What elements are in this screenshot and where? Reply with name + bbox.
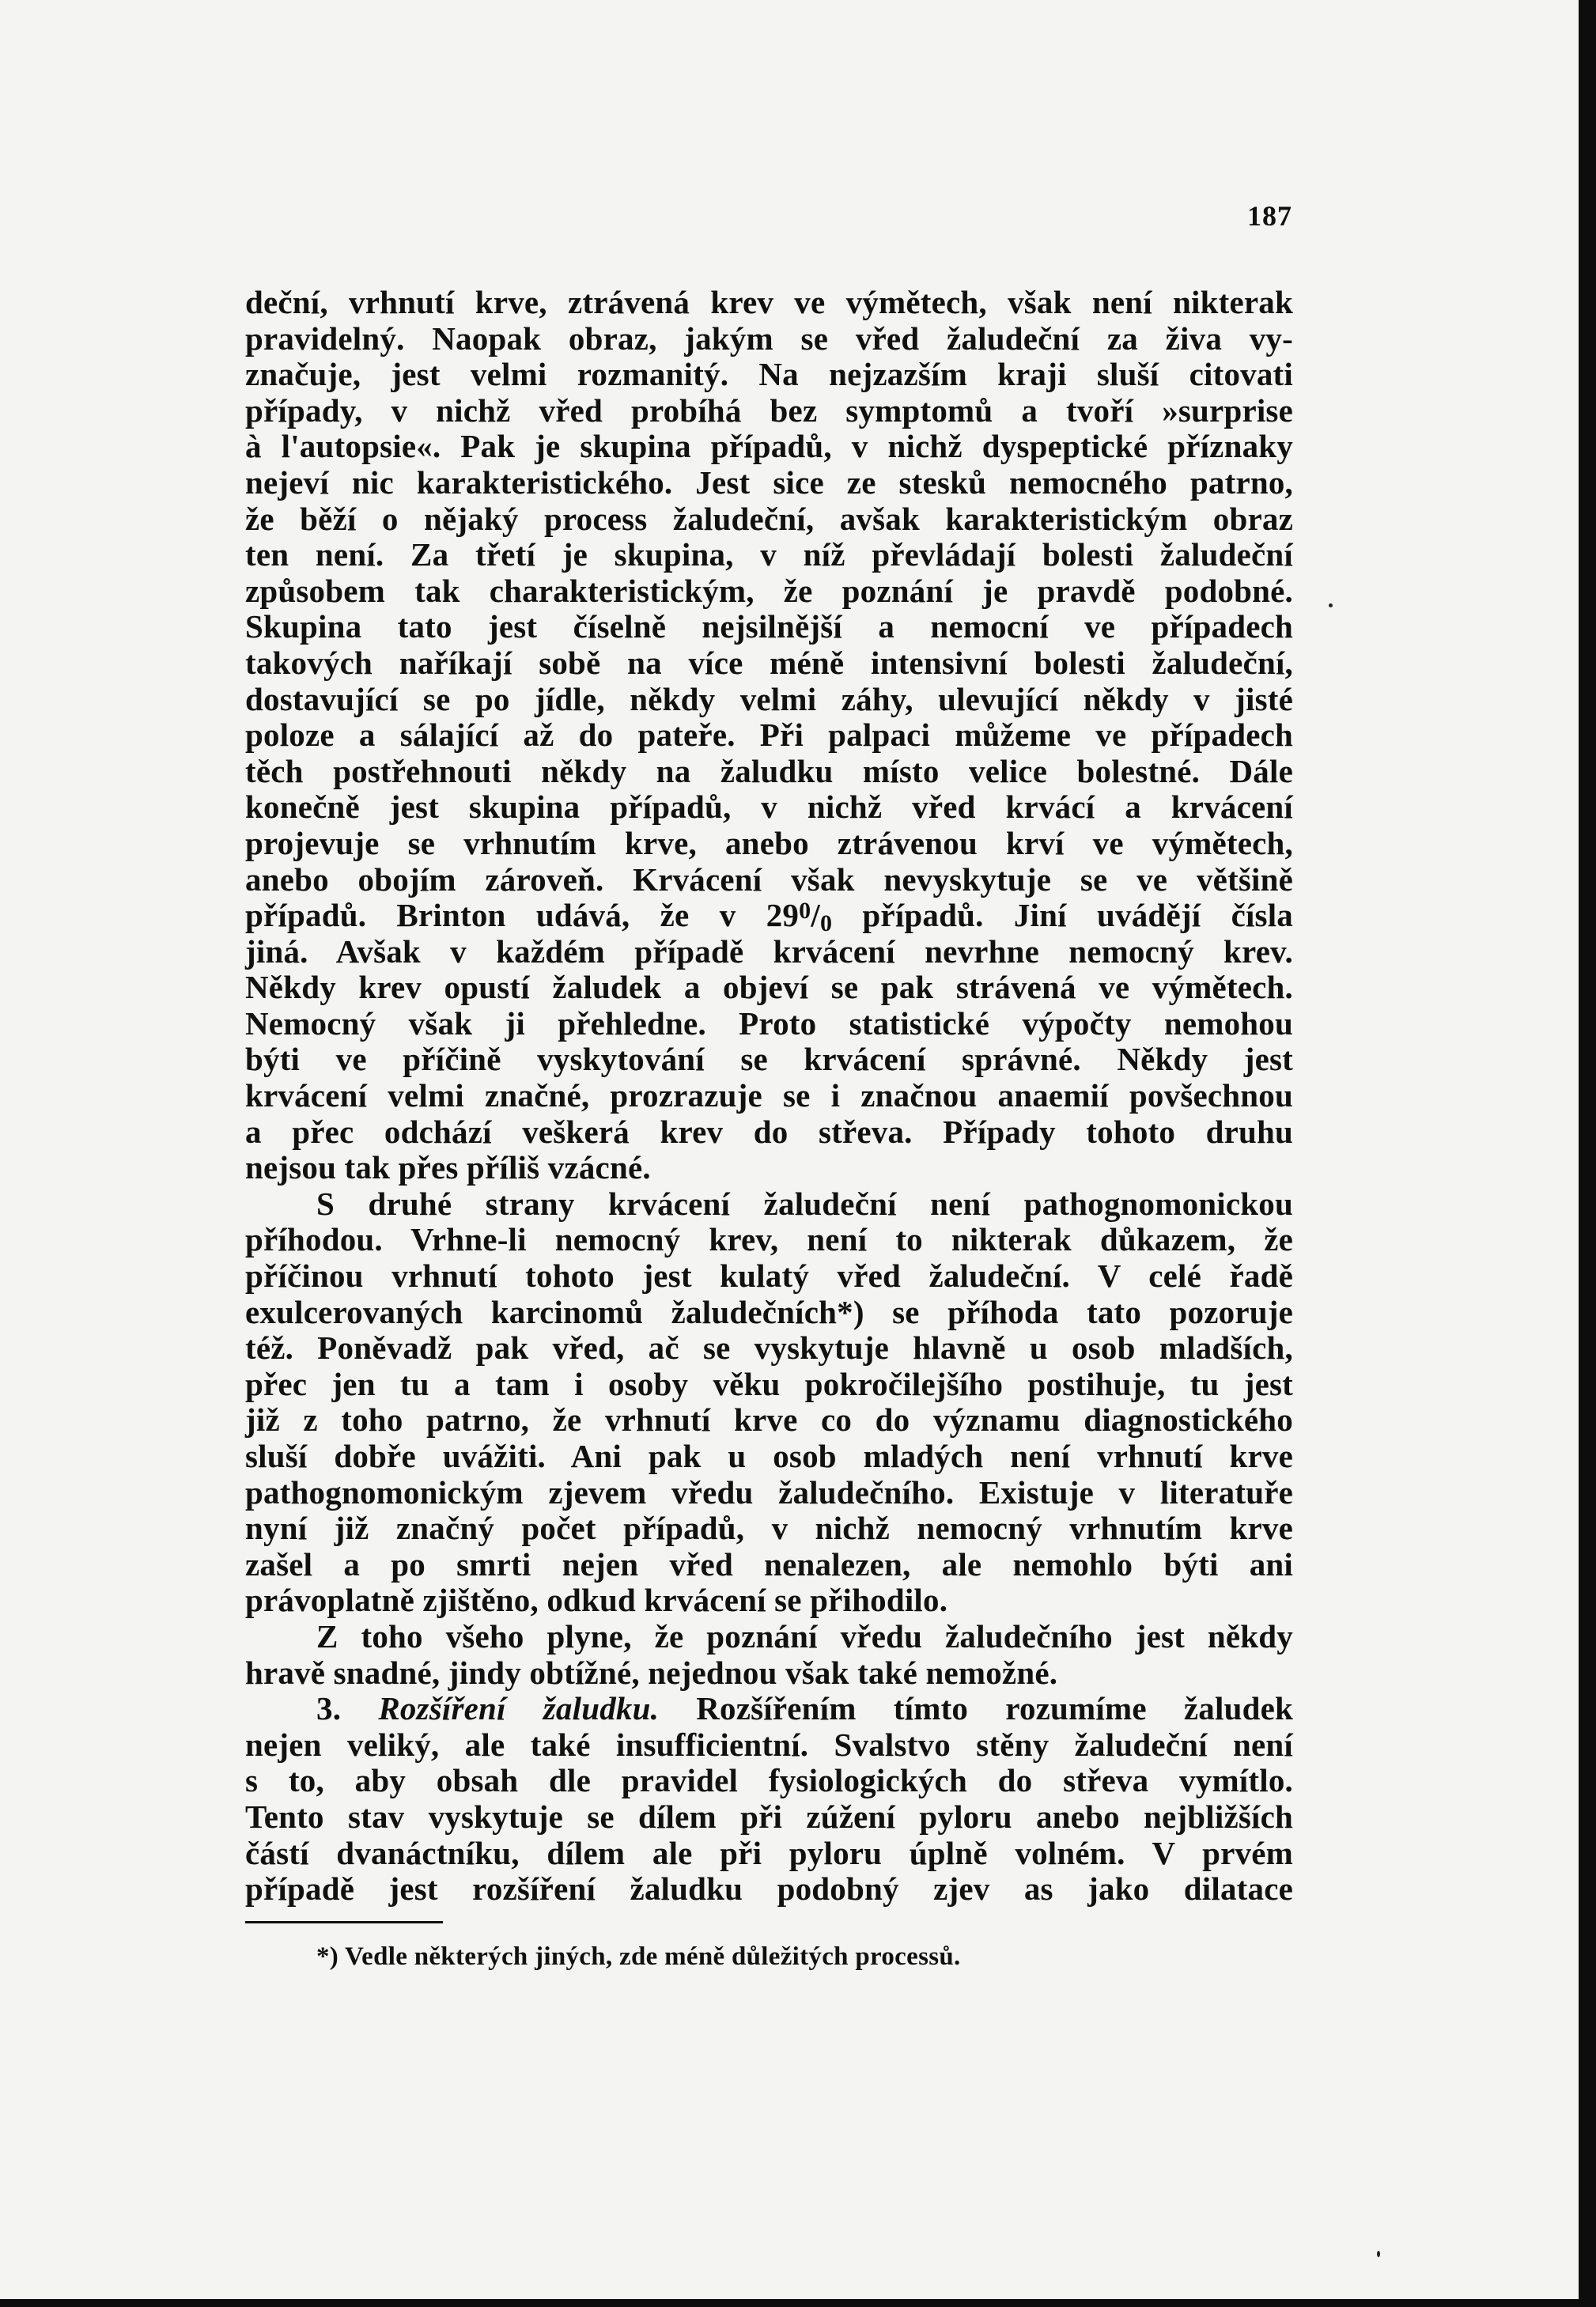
text-line: způsobem tak charakteristickým, že poznání je pravdě podobné. (245, 572, 1293, 609)
text-line: příhodou. Vrhne-li nemocný krev, není to nikterak důkazem, že (245, 1221, 1293, 1258)
text-line: býti ve příčině vyskytování se krvácení správné. Někdy jest (245, 1041, 1293, 1078)
text-line: přec jen tu a tam i osoby věku pokročilejšího postihuje, tu jest (245, 1365, 1293, 1402)
text-line: hravě snadné, jindy obtížné, nejednou však také nemožné. (245, 1654, 1058, 1691)
percent-sign-slash: / (811, 897, 820, 934)
text-line: nejeví nic karakteristického. Jest sice ze stesků nemocného patrno, (245, 463, 1293, 501)
text-fragment: případů. Jiní uvádějí čísla (832, 897, 1294, 934)
text-line: částí dvanáctníku, dílem ale při pyloru úplně volném. V prvém (245, 1834, 1293, 1871)
text-line: Někdy krev opustí žaludek a objeví se pak strávená ve výmětech. (245, 969, 1293, 1006)
text-line: pravidelný. Naopak obraz, jakým se vřed žaludeční za živa vy- (245, 320, 1293, 357)
text-line: nejen veliký, ale také insufficientní. Svalstvo stěny žaludeční není (245, 1726, 1293, 1763)
text-line: projevuje se vrhnutím krve, anebo ztrávenou krví ve výmětech, (245, 824, 1293, 861)
text-fragment: Rozšířením tímto rozumíme žaludek (696, 1690, 1293, 1727)
text-line: značuje, jest velmi rozmanitý. Na nejzazším kraji sluší citovati (245, 356, 1293, 393)
text-line: Nemocný však ji přehledne. Proto statistické výpočty nemohou (245, 1004, 1293, 1042)
scan-speck (1377, 2251, 1380, 2257)
scan-border-bottom (0, 2299, 1596, 2307)
text-line: dostavující se po jídle, někdy velmi záhy, ulevující někdy v jisté (245, 680, 1293, 717)
text-line: à l'autopsie«. Pak je skupina případů, v nichž dyspeptické příznaky (245, 428, 1293, 465)
text-line: že běží o nějaký process žaludeční, avšak karakteristickým obraz (245, 500, 1293, 537)
text-line: anebo obojím zároveň. Krvácení však nevyskytuje se ve většině (245, 860, 1293, 898)
body-text (245, 285, 1293, 1908)
text-fragment: případů. Brinton udává, že v 29 (245, 897, 800, 934)
section-title: Rozšíření žaludku. (378, 1690, 660, 1727)
scan-speck (1329, 603, 1333, 607)
text-line: sluší dobře uvážiti. Ani pak u osob mladých není vrhnutí krve (245, 1438, 1293, 1474)
text-line: a přec odchází veškerá krev do střeva. Případy tohoto druhu (245, 1113, 1293, 1150)
section-number: 3. (316, 1690, 342, 1727)
text-line: ten není. Za třetí je skupina, v níž převládají bolesti žaludeční (245, 536, 1293, 573)
text-line-percent (245, 897, 1294, 937)
text-line: exulcerovaných karcinomů žaludečních*) se příhoda tato pozoruje (245, 1293, 1293, 1330)
text-line: též. Poněvadž pak vřed, ač se vyskytuje hlavně u osob mladších, (245, 1329, 1293, 1367)
text-line: krvácení velmi značné, prozrazuje se i značnou anaemií povšechnou (245, 1077, 1293, 1114)
paragraph-start: S druhé strany krvácení žaludeční není pathognomonickou (316, 1185, 1293, 1222)
section-heading-line (245, 1691, 1293, 1727)
text-line: konečně jest skupina případů, v nichž vřed krvácí a krvácení (245, 789, 1293, 826)
text-line: jiná. Avšak v každém případě krvácení nevrhne nemocný krev. (245, 932, 1293, 970)
text-line: příčinou vrhnutí tohoto jest kulatý vřed žaludeční. V celé řadě (245, 1258, 1293, 1295)
text-line: již z toho patrno, že vrhnutí krve co do významu diagnostického (245, 1401, 1293, 1439)
text-line: Tento stav vyskytuje se dílem při zúžení pyloru anebo nejbližších (245, 1798, 1293, 1835)
text-line: zašel a po smrti nejen vřed nenalezen, ale nemohlo býti ani (245, 1545, 1293, 1583)
paragraph-start: Z toho všeho plyne, že poznání vředu žaludečního jest někdy (316, 1617, 1293, 1655)
footnote: *) Vedle některých jiných, zde méně důležitých processů. (316, 1942, 961, 1971)
text-line: s to, aby obsah dle pravidel fysiologických do střeva vymítlo. (245, 1762, 1293, 1799)
percent-sign-top: 0 (799, 898, 811, 925)
text-line: poloze a sálající až do pateře. Při palpaci můžeme ve případech (245, 717, 1293, 754)
text-line: pathognomonickým zjevem vředu žaludečního. Existuje v literatuře (245, 1473, 1293, 1511)
text-line: těch postřehnouti někdy na žaludku místo velice bolestné. Dále (245, 752, 1293, 789)
percent-sign-bottom: 0 (819, 910, 833, 937)
text-line: nejsou tak přes příliš vzácné. (245, 1149, 651, 1186)
text-line: nyní již značný počet případů, v nichž nemocný vrhnutím krve (245, 1510, 1293, 1547)
text-line: případě jest rozšíření žaludku podobný zjev as jako dilatace (245, 1870, 1293, 1908)
text-line: právoplatně zjištěno, odkud krvácení se přihodilo. (245, 1582, 948, 1619)
footnote-divider (245, 1921, 443, 1923)
scan-border-right (1579, 0, 1596, 2307)
text-line: deční, vrhnutí krve, ztrávená krev ve výmětech, však není nikterak (245, 284, 1293, 320)
text-line: Skupina tato jest číselně nejsilnější a nemocní ve případech (245, 608, 1293, 645)
page-number: 187 (1247, 200, 1292, 232)
text-line: případy, v nichž vřed probíhá bez symptomů a tvoří »surprise (245, 391, 1293, 429)
text-line: takových naříkají sobě na více méně intensivní bolesti žaludeční, (245, 644, 1293, 681)
